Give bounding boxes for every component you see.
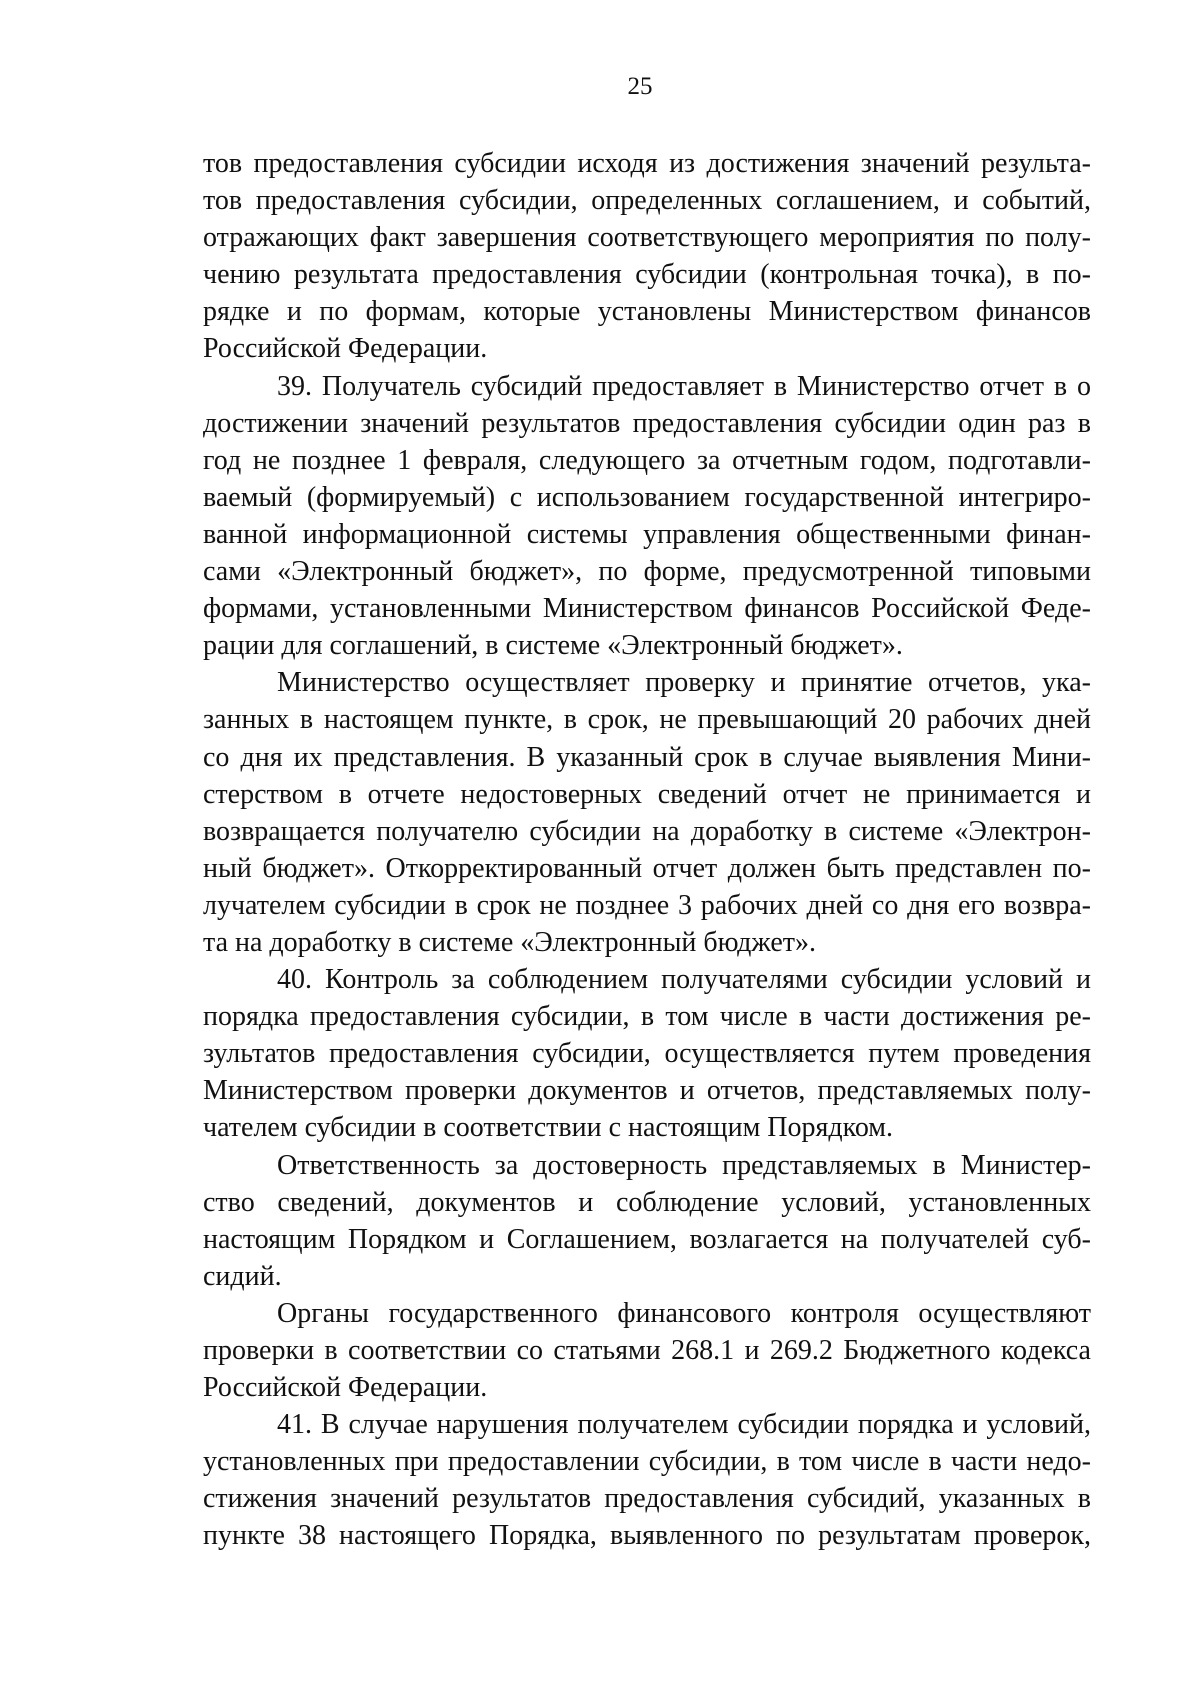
text-line: Российской Федерации.	[203, 333, 488, 365]
text-line: Российской Федерации.	[203, 1372, 488, 1404]
text-line: 40. Контроль за соблюдением получателями субсидии условий и	[277, 964, 1091, 996]
page-number: 25	[627, 73, 653, 100]
text-line: ваемый (формируемый) с использованием государственной интегриро-	[203, 481, 1091, 513]
paragraph	[203, 368, 1091, 665]
text-line: пункте 38 настоящего Порядка, выявленного по результатам проверок,	[203, 1520, 1091, 1552]
text-line: формами, установленными Министерством финансов Российской Феде-	[203, 593, 1091, 625]
paragraph	[203, 145, 1091, 368]
text-line: проверки в соответствии со статьями 268.1 и 269.2 Бюджетного кодекса	[203, 1335, 1091, 1366]
text-line: установленных при предоставлении субсидии, в том числе в части недо-	[203, 1446, 1091, 1478]
text-line: год не позднее 1 февраля, следующего за отчетным годом, подготавли-	[203, 444, 1091, 476]
text-line: тов предоставления субсидии, определенных соглашением, и событий,	[203, 185, 1091, 217]
text-line: 39. Получатель субсидий предоставляет в Министерство отчет в о	[277, 370, 1091, 402]
text-line: настоящим Порядком и Соглашением, возлагается на получателей суб-	[203, 1223, 1091, 1255]
paragraph	[203, 1295, 1091, 1406]
text-line: зультатов предоставления субсидии, осуществляется путем проведения	[203, 1038, 1091, 1070]
text-line: та на доработку в системе «Электронный бюджет».	[203, 926, 817, 958]
text-line: сами «Электронный бюджет», по форме, предусмотренной типовыми	[203, 556, 1091, 588]
paragraph	[203, 664, 1091, 961]
text-line: 41. В случае нарушения получателем субсидии порядка и условий,	[277, 1409, 1091, 1441]
text-line: стерством в отчете недостоверных сведений отчет не принимается и	[203, 778, 1091, 810]
text-line: порядка предоставления субсидии, в том числе в части достижения ре-	[203, 1001, 1091, 1033]
text-line: Министерство осуществляет проверку и принятие отчетов, ука-	[277, 667, 1091, 699]
text-line: чению результата предоставления субсидии (контрольная точка), в по-	[203, 259, 1091, 291]
paragraph	[203, 1147, 1091, 1295]
paragraph	[203, 1406, 1091, 1554]
text-line: достижении значений результатов предоставления субсидии один раз в	[203, 407, 1091, 439]
document-body	[203, 145, 1091, 1555]
text-line: Органы государственного финансового контроля осуществляют	[277, 1297, 1091, 1329]
text-line: сидий.	[203, 1260, 282, 1292]
text-line: рации для соглашений, в системе «Электронный бюджет».	[203, 630, 903, 662]
text-line: отражающих факт завершения соответствующего мероприятия по полу-	[203, 222, 1091, 254]
text-line: лучателем субсидии в срок не позднее 3 рабочих дней со дня его возвра-	[203, 889, 1091, 921]
text-line: чателем субсидии в соответствии с настоящим Порядком.	[203, 1112, 894, 1144]
text-line: стижения значений результатов предоставления субсидий, указанных в	[203, 1483, 1091, 1515]
text-line: Министерством проверки документов и отчетов, представляемых полу-	[203, 1075, 1091, 1107]
text-line: Ответственность за достоверность представляемых в Министер-	[277, 1149, 1091, 1181]
text-line: занных в настоящем пункте, в срок, не превышающий 20 рабочих дней	[203, 704, 1091, 736]
text-line: ный бюджет». Откорректированный отчет должен быть представлен по-	[203, 852, 1091, 884]
text-line: ванной информационной системы управления общественными финан-	[203, 518, 1091, 550]
text-line: возвращается получателю субсидии на доработку в системе «Электрон-	[203, 815, 1091, 847]
text-line: ство сведений, документов и соблюдение условий, установленных	[203, 1186, 1091, 1218]
text-line: тов предоставления субсидии исходя из достижения значений результа-	[203, 148, 1091, 179]
text-line: со дня их представления. В указанный срок в случае выявления Мини-	[203, 741, 1091, 773]
paragraph	[203, 961, 1091, 1146]
text-line: рядке и по формам, которые установлены Министерством финансов	[203, 296, 1091, 328]
